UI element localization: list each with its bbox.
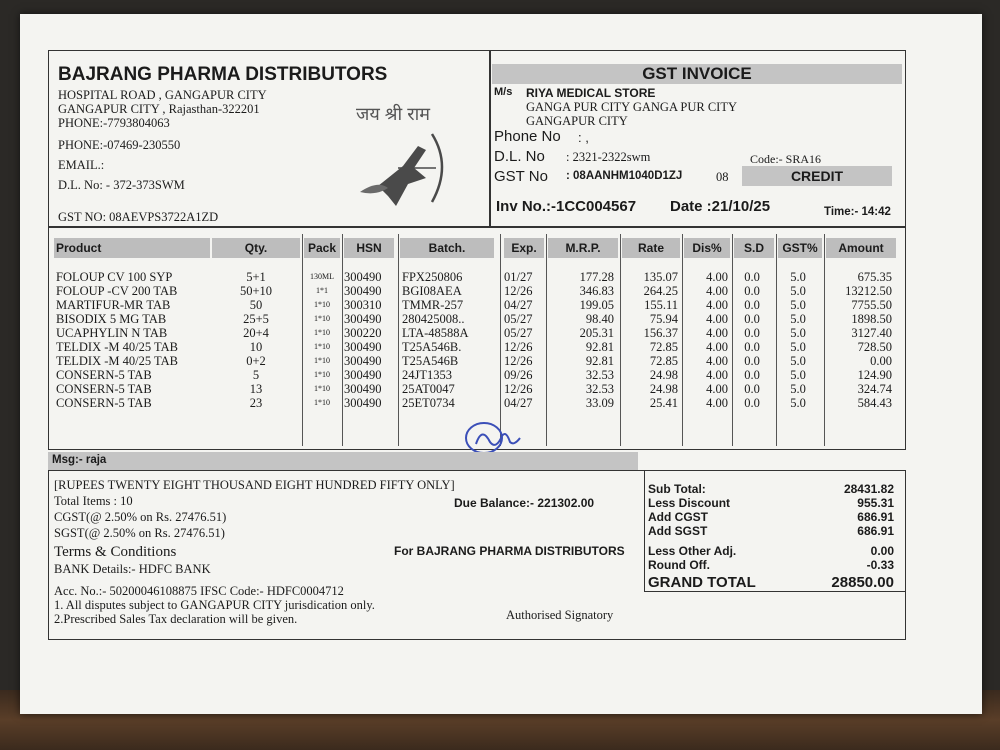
- column-rule: [342, 234, 343, 446]
- col-header-dis: Dis%: [684, 238, 730, 258]
- column-rule: [732, 234, 733, 446]
- cell-dis: 4.00: [706, 270, 728, 284]
- cell-hsn: 300490: [344, 312, 382, 326]
- logo-devanagari-text: जय श्री राम: [356, 104, 430, 124]
- cell-exp: 04/27: [504, 396, 533, 410]
- discount-label: Less Discount: [648, 496, 731, 510]
- grand-total-label: GRAND TOTAL: [648, 574, 756, 591]
- col-header-sd: S.D: [734, 238, 774, 258]
- cell-gst: 5.0: [790, 382, 806, 396]
- cell-exp: 12/26: [504, 354, 533, 368]
- column-rule: [500, 234, 501, 446]
- discount-value: 955.31: [857, 496, 894, 510]
- cell-sd: 0.0: [744, 396, 760, 410]
- cell-mrp: 92.81: [585, 340, 614, 354]
- buyer-name: RIYA MEDICAL STORE: [526, 86, 656, 100]
- sgst-note: SGST(@ 2.50% on Rs. 27476.51): [54, 526, 225, 540]
- cell-gst: 5.0: [790, 340, 806, 354]
- cell-hsn: 300490: [344, 382, 382, 396]
- cell-sd: 0.0: [744, 354, 760, 368]
- col-header-hsn: HSN: [344, 238, 394, 258]
- cell-mrp: 92.81: [585, 354, 614, 368]
- cell-rate: 156.37: [643, 326, 678, 340]
- cell-qty: 25+5: [243, 312, 269, 326]
- cell-amount: 124.90: [857, 368, 892, 382]
- cell-hsn: 300490: [344, 270, 382, 284]
- invoice-time: Time:- 14:42: [824, 206, 891, 218]
- cell-hsn: 300490: [344, 396, 382, 410]
- cell-dis: 4.00: [706, 340, 728, 354]
- cell-exp: 12/26: [504, 340, 533, 354]
- cell-product: FOLOUP -CV 200 TAB: [56, 284, 178, 298]
- seller-address-2: GANGAPUR CITY , Rajasthan-322201: [58, 102, 260, 116]
- col-header-mrp: M.R.P.: [548, 238, 618, 258]
- col-header-gst: GST%: [778, 238, 822, 258]
- col-header-product: Product: [54, 238, 210, 258]
- cell-rate: 24.98: [649, 368, 678, 382]
- cell-qty: 10: [249, 340, 263, 354]
- cell-dis: 4.00: [706, 354, 728, 368]
- cell-gst: 5.0: [790, 396, 806, 410]
- cell-mrp: 32.53: [585, 368, 614, 382]
- cell-rate: 264.25: [643, 284, 678, 298]
- cell-amount: 584.43: [857, 396, 892, 410]
- cell-qty: 50+10: [239, 284, 273, 298]
- cell-product: TELDIX -M 40/25 TAB: [56, 340, 179, 354]
- cell-rate: 72.85: [649, 340, 678, 354]
- bank-details: BANK Details:- HDFC BANK: [54, 562, 211, 576]
- column-rule: [546, 234, 547, 446]
- cell-product: FOLOUP CV 100 SYP: [56, 270, 173, 284]
- cell-sd: 0.0: [744, 284, 760, 298]
- cell-gst: 5.0: [790, 354, 806, 368]
- cell-exp: 05/27: [504, 312, 533, 326]
- cell-hsn: 300310: [344, 298, 382, 312]
- cell-dis: 4.00: [706, 326, 728, 340]
- column-rule: [302, 234, 303, 446]
- column-rule: [682, 234, 683, 446]
- cell-mrp: 199.05: [579, 298, 614, 312]
- sgst-label: Add SGST: [648, 524, 708, 538]
- cell-gst: 5.0: [790, 312, 806, 326]
- cell-amount: 1898.50: [851, 312, 892, 326]
- cell-dis: 4.00: [706, 368, 728, 382]
- col-header-amount: Amount: [826, 238, 896, 258]
- cell-pack: 1*10: [314, 328, 330, 337]
- buyer-address-1: GANGA PUR CITY GANGA PUR CITY: [526, 100, 738, 114]
- buyer-dl-value: : 2321-2322swm: [566, 150, 651, 164]
- sgst-value: 686.91: [857, 524, 894, 538]
- buyer-gst-state: 08: [716, 170, 729, 184]
- cell-rate: 72.85: [649, 354, 678, 368]
- cell-qty: 5+1: [246, 270, 266, 284]
- seller-gst-no: GST NO: 08AEVPS3722A1ZD: [58, 210, 219, 224]
- col-header-exp: Exp.: [504, 238, 544, 258]
- cell-product: TELDIX -M 40/25 TAB: [56, 354, 179, 368]
- column-rule: [620, 234, 621, 446]
- cell-exp: 01/27: [504, 270, 533, 284]
- cell-pack: 1*10: [314, 370, 330, 379]
- cell-batch: T25A546B.: [402, 340, 462, 354]
- cell-product: MARTIFUR-MR TAB: [56, 298, 171, 312]
- cell-exp: 12/26: [504, 382, 533, 396]
- sub-total-value: 28431.82: [843, 482, 894, 496]
- cell-sd: 0.0: [744, 298, 760, 312]
- cell-batch: T25A546B: [402, 354, 459, 368]
- cell-batch: LTA-48588A: [402, 326, 469, 340]
- cell-product: CONSERN-5 TAB: [56, 382, 152, 396]
- cell-gst: 5.0: [790, 270, 806, 284]
- cell-pack: 1*10: [314, 356, 330, 365]
- cell-product: CONSERN-5 TAB: [56, 368, 152, 382]
- for-company: For BAJRANG PHARMA DISTRIBUTORS: [394, 544, 625, 558]
- cell-product: CONSERN-5 TAB: [56, 396, 152, 410]
- term-2: 2.Prescribed Sales Tax declaration will be given.: [54, 612, 298, 626]
- cell-qty: 20+4: [243, 326, 269, 340]
- cell-amount: 675.35: [857, 270, 892, 284]
- cell-rate: 155.11: [644, 298, 678, 312]
- buyer-dl-label: D.L. No: [494, 148, 545, 165]
- cell-gst: 5.0: [790, 368, 806, 382]
- cell-pack: 1*10: [314, 384, 330, 393]
- cell-qty: 0+2: [246, 354, 266, 368]
- total-items: Total Items : 10: [54, 494, 133, 508]
- invoice-title: GST INVOICE: [642, 64, 752, 83]
- cell-gst: 5.0: [790, 326, 806, 340]
- cell-batch: TMMR-257: [402, 298, 464, 312]
- amount-in-words: [RUPEES TWENTY EIGHT THOUSAND EIGHT HUNDRED FIFTY ONLY]: [54, 478, 455, 492]
- cell-batch: BGI08AEA: [402, 284, 462, 298]
- cell-rate: 24.98: [649, 382, 678, 396]
- seller-address-1: HOSPITAL ROAD , GANGAPUR CITY: [58, 88, 267, 102]
- message-text: Msg:- raja: [52, 454, 107, 466]
- cell-dis: 4.00: [706, 382, 728, 396]
- cell-qty: 50: [249, 298, 263, 312]
- cell-sd: 0.0: [744, 340, 760, 354]
- cell-dis: 4.00: [706, 298, 728, 312]
- cell-sd: 0.0: [744, 368, 760, 382]
- col-header-pack: Pack: [304, 238, 340, 258]
- invoice-paper: [20, 14, 982, 714]
- column-rule: [398, 234, 399, 446]
- cell-pack: 1*1: [316, 286, 328, 295]
- cell-amount: 728.50: [857, 340, 892, 354]
- seller-phone: PHONE:-07469-230550: [58, 138, 181, 152]
- cell-amount: 0.00: [870, 354, 892, 368]
- col-header-qty: Qty.: [212, 238, 300, 258]
- cell-pack: 1*10: [314, 342, 330, 351]
- cell-amount: 7755.50: [851, 298, 892, 312]
- cell-hsn: 300490: [344, 354, 382, 368]
- cell-hsn: 300490: [344, 368, 382, 382]
- cell-sd: 0.0: [744, 270, 760, 284]
- cell-amount: 324.74: [857, 382, 892, 396]
- cell-batch: 280425008..: [402, 312, 465, 326]
- cgst-note: CGST(@ 2.50% on Rs. 27476.51): [54, 510, 227, 524]
- authorised-signatory: Authorised Signatory: [506, 608, 614, 622]
- cgst-label: Add CGST: [648, 510, 708, 524]
- cell-mrp: 98.40: [585, 312, 614, 326]
- cell-mrp: 32.53: [585, 382, 614, 396]
- buyer-phone-label: Phone No: [494, 128, 561, 145]
- buyer-gst-label: GST No: [494, 168, 548, 185]
- sub-total-label: Sub Total:: [648, 482, 706, 496]
- cell-qty: 23: [249, 396, 263, 410]
- cell-batch: 24JT1353: [402, 368, 452, 382]
- cell-exp: 12/26: [504, 284, 533, 298]
- cell-mrp: 33.09: [585, 396, 614, 410]
- round-off-value: -0.33: [866, 558, 894, 572]
- cell-qty: 13: [249, 382, 263, 396]
- cell-exp: 04/27: [504, 298, 533, 312]
- cell-pack: 1*10: [314, 314, 330, 323]
- buyer-address-2: GANGAPUR CITY: [526, 114, 628, 128]
- cgst-value: 686.91: [857, 510, 894, 524]
- cell-batch: FPX250806: [402, 270, 463, 284]
- cell-exp: 09/26: [504, 368, 533, 382]
- cell-amount: 3127.40: [851, 326, 892, 340]
- cell-pack: 1*10: [314, 398, 330, 407]
- cell-hsn: 300490: [344, 284, 382, 298]
- cell-hsn: 300220: [344, 326, 382, 340]
- cell-mrp: 205.31: [579, 326, 614, 340]
- cell-rate: 25.41: [649, 396, 678, 410]
- cell-dis: 4.00: [706, 396, 728, 410]
- col-header-rate: Rate: [622, 238, 680, 258]
- cell-pack: 130ML: [310, 272, 334, 281]
- other-adj-label: Less Other Adj.: [648, 544, 737, 558]
- seller-mobile: PHONE:-7793804063: [58, 116, 170, 130]
- cell-qty: 5: [252, 368, 260, 382]
- buyer-prefix: M/s: [494, 86, 513, 98]
- due-balance: Due Balance:- 221302.00: [454, 496, 595, 510]
- cell-sd: 0.0: [744, 326, 760, 340]
- cell-product: BISODIX 5 MG TAB: [56, 312, 167, 326]
- cell-mrp: 346.83: [579, 284, 614, 298]
- account-details: Acc. No.:- 50200046108875 IFSC Code:- HDFC0004712: [54, 584, 344, 598]
- cell-rate: 135.07: [643, 270, 678, 284]
- seller-name: BAJRANG PHARMA DISTRIBUTORS: [58, 64, 388, 85]
- term-1: 1. All disputes subject to GANGAPUR CITY jurisdication only.: [54, 598, 375, 612]
- round-off-label: Round Off.: [648, 558, 710, 572]
- cell-gst: 5.0: [790, 298, 806, 312]
- cell-gst: 5.0: [790, 284, 806, 298]
- col-header-batch: Batch.: [400, 238, 494, 258]
- grand-total-value: 28850.00: [831, 574, 894, 591]
- column-rule: [776, 234, 777, 446]
- cell-exp: 05/27: [504, 326, 533, 340]
- other-adj-value: 0.00: [870, 544, 894, 558]
- cell-pack: 1*10: [314, 300, 330, 309]
- message-band: [48, 452, 638, 470]
- cell-dis: 4.00: [706, 312, 728, 326]
- invoice-number: Inv No.:-1CC004567: [496, 198, 637, 215]
- cell-amount: 13212.50: [845, 284, 892, 298]
- cell-batch: 25AT0047: [402, 382, 455, 396]
- terms-heading: Terms & Conditions: [54, 544, 177, 560]
- payment-mode: CREDIT: [790, 168, 844, 184]
- cell-rate: 75.94: [649, 312, 678, 326]
- cell-dis: 4.00: [706, 284, 728, 298]
- archer-logo-icon: [348, 126, 468, 218]
- cell-sd: 0.0: [744, 312, 760, 326]
- buyer-code: Code:- SRA16: [750, 152, 822, 166]
- invoice-date: Date :21/10/25: [670, 198, 771, 215]
- invoice-sheet: [48, 50, 912, 650]
- cell-batch: 25ET0734: [402, 396, 455, 410]
- cell-sd: 0.0: [744, 382, 760, 396]
- column-rule: [824, 234, 825, 446]
- cell-hsn: 300490: [344, 340, 382, 354]
- cell-mrp: 177.28: [579, 270, 614, 284]
- cell-product: UCAPHYLIN N TAB: [56, 326, 168, 340]
- buyer-gst-value: : 08AANHM1040D1ZJ: [566, 170, 683, 182]
- buyer-phone-value: : ,: [578, 130, 589, 145]
- seller-email: EMAIL.:: [58, 158, 105, 172]
- seller-dl-no: D.L. No: - 372-373SWM: [58, 178, 185, 192]
